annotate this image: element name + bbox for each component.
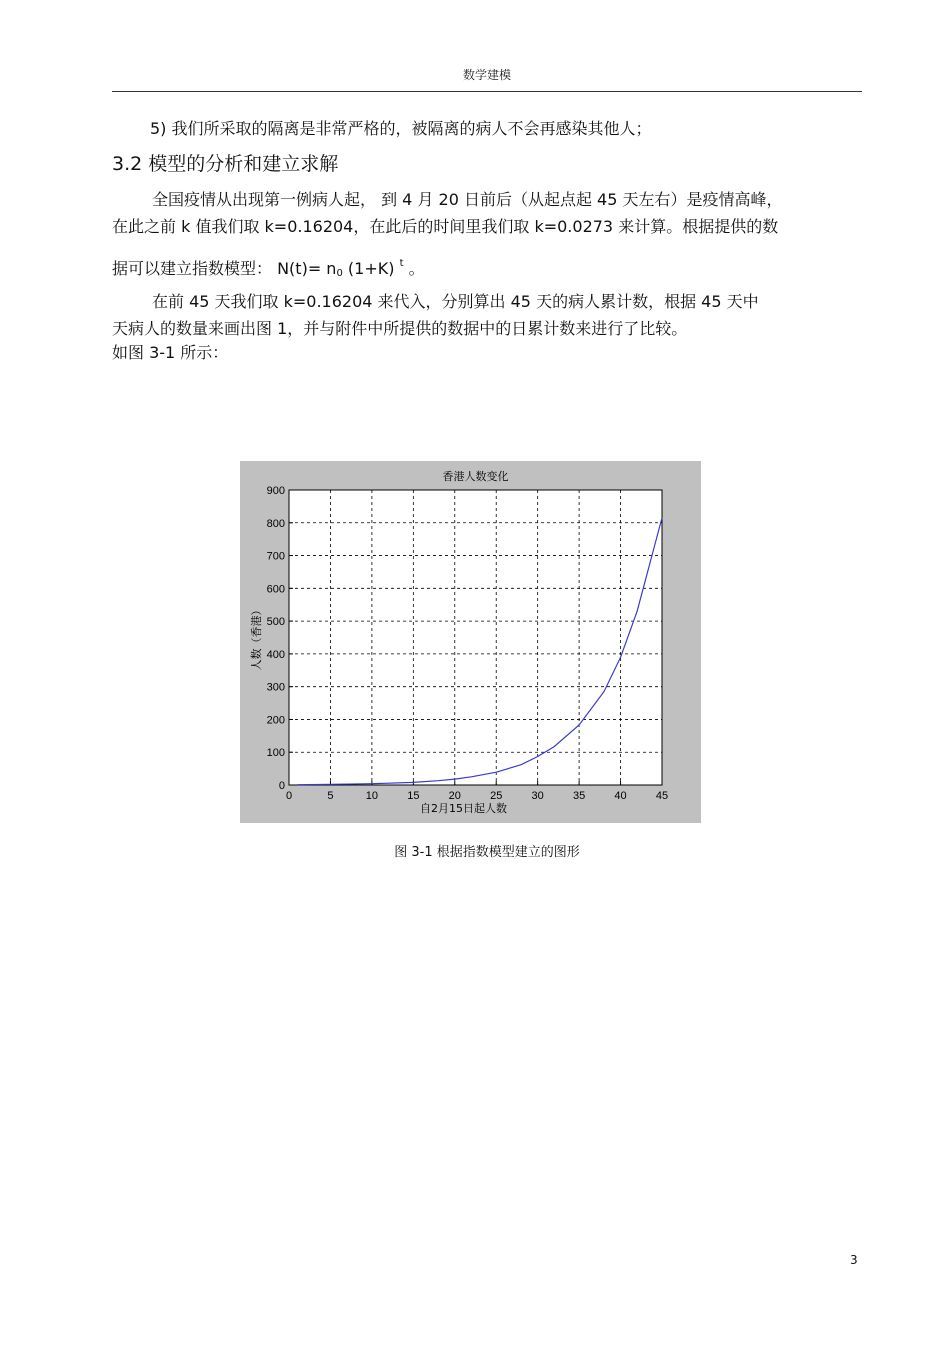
- formula-prefix: 据可以建立指数模型： N(t)= n: [112, 259, 337, 278]
- list-item-5: 5) 我们所采取的隔离是非常严格的，被隔离的病人不会再感染其他人；: [150, 119, 652, 138]
- page-number: 3: [850, 1253, 858, 1267]
- x-tick-label: 40: [614, 790, 627, 802]
- formula-middle: (1+K): [342, 259, 400, 278]
- x-tick-label: 10: [365, 790, 379, 802]
- x-tick-label: 0: [285, 790, 293, 802]
- paragraph-1-line-2: 在此之前 k 值我们取 k=0.16204，在此后的时间里我们取 k=0.0273 来计算。根据提供的数: [112, 217, 779, 236]
- paragraph-2-line-1: 在前 45 天我们取 k=0.16204 来代入，分别算出 45 天的病人累计数，根据 45 天中: [152, 292, 759, 311]
- formula-subscript: 0: [336, 268, 343, 279]
- y-tick-label: 200: [266, 714, 285, 727]
- page-header: 数学建模: [462, 68, 511, 82]
- y-tick-label: 400: [266, 648, 285, 661]
- y-tick-label: 800: [266, 517, 285, 530]
- y-tick-label: 0: [278, 780, 285, 792]
- section-title: 3.2 模型的分析和建立求解: [112, 153, 339, 175]
- y-tick-label: 300: [266, 681, 285, 694]
- figure-caption: 图 3-1 根据指数模型建立的图形: [394, 845, 580, 860]
- paragraph-1-line-3: [112, 253, 425, 285]
- x-axis-label: 自2月15日起人数: [420, 802, 507, 815]
- y-tick-label: 700: [266, 550, 285, 563]
- y-tick-label: 500: [266, 616, 285, 629]
- y-tick-label: 100: [266, 747, 285, 760]
- y-tick-label: 900: [266, 485, 285, 497]
- figure-chart: [240, 461, 701, 823]
- paragraph-1-line-1: 全国疫情从出现第一例病人起， 到 4 月 20 日前后（从起点起 45 天左右）是疫情高峰，: [152, 190, 783, 209]
- plot-area: [289, 490, 662, 785]
- chart-title: 香港人数变化: [442, 470, 509, 483]
- y-tick-label: 600: [266, 583, 285, 596]
- x-tick-label: 15: [407, 790, 420, 802]
- paragraph-2-line-3: 如图 3-1 所示：: [112, 343, 229, 362]
- header-rule: [112, 91, 862, 92]
- x-tick-label: 35: [572, 790, 586, 802]
- x-tick-label: 20: [448, 790, 461, 802]
- x-tick-label: 25: [490, 790, 503, 802]
- y-axis-label: 人数（香港）: [250, 604, 263, 671]
- chart-svg: [240, 461, 701, 823]
- x-tick-label: 45: [655, 790, 669, 802]
- paragraph-2-line-2: 天病人的数量来画出图 1，并与附件中所提供的数据中的日累计数来进行了比较。: [112, 319, 688, 338]
- formula-superscript: t: [399, 258, 404, 269]
- x-tick-label: 5: [327, 790, 334, 802]
- x-tick-label: 30: [531, 790, 544, 802]
- formula-end: 。: [403, 259, 425, 278]
